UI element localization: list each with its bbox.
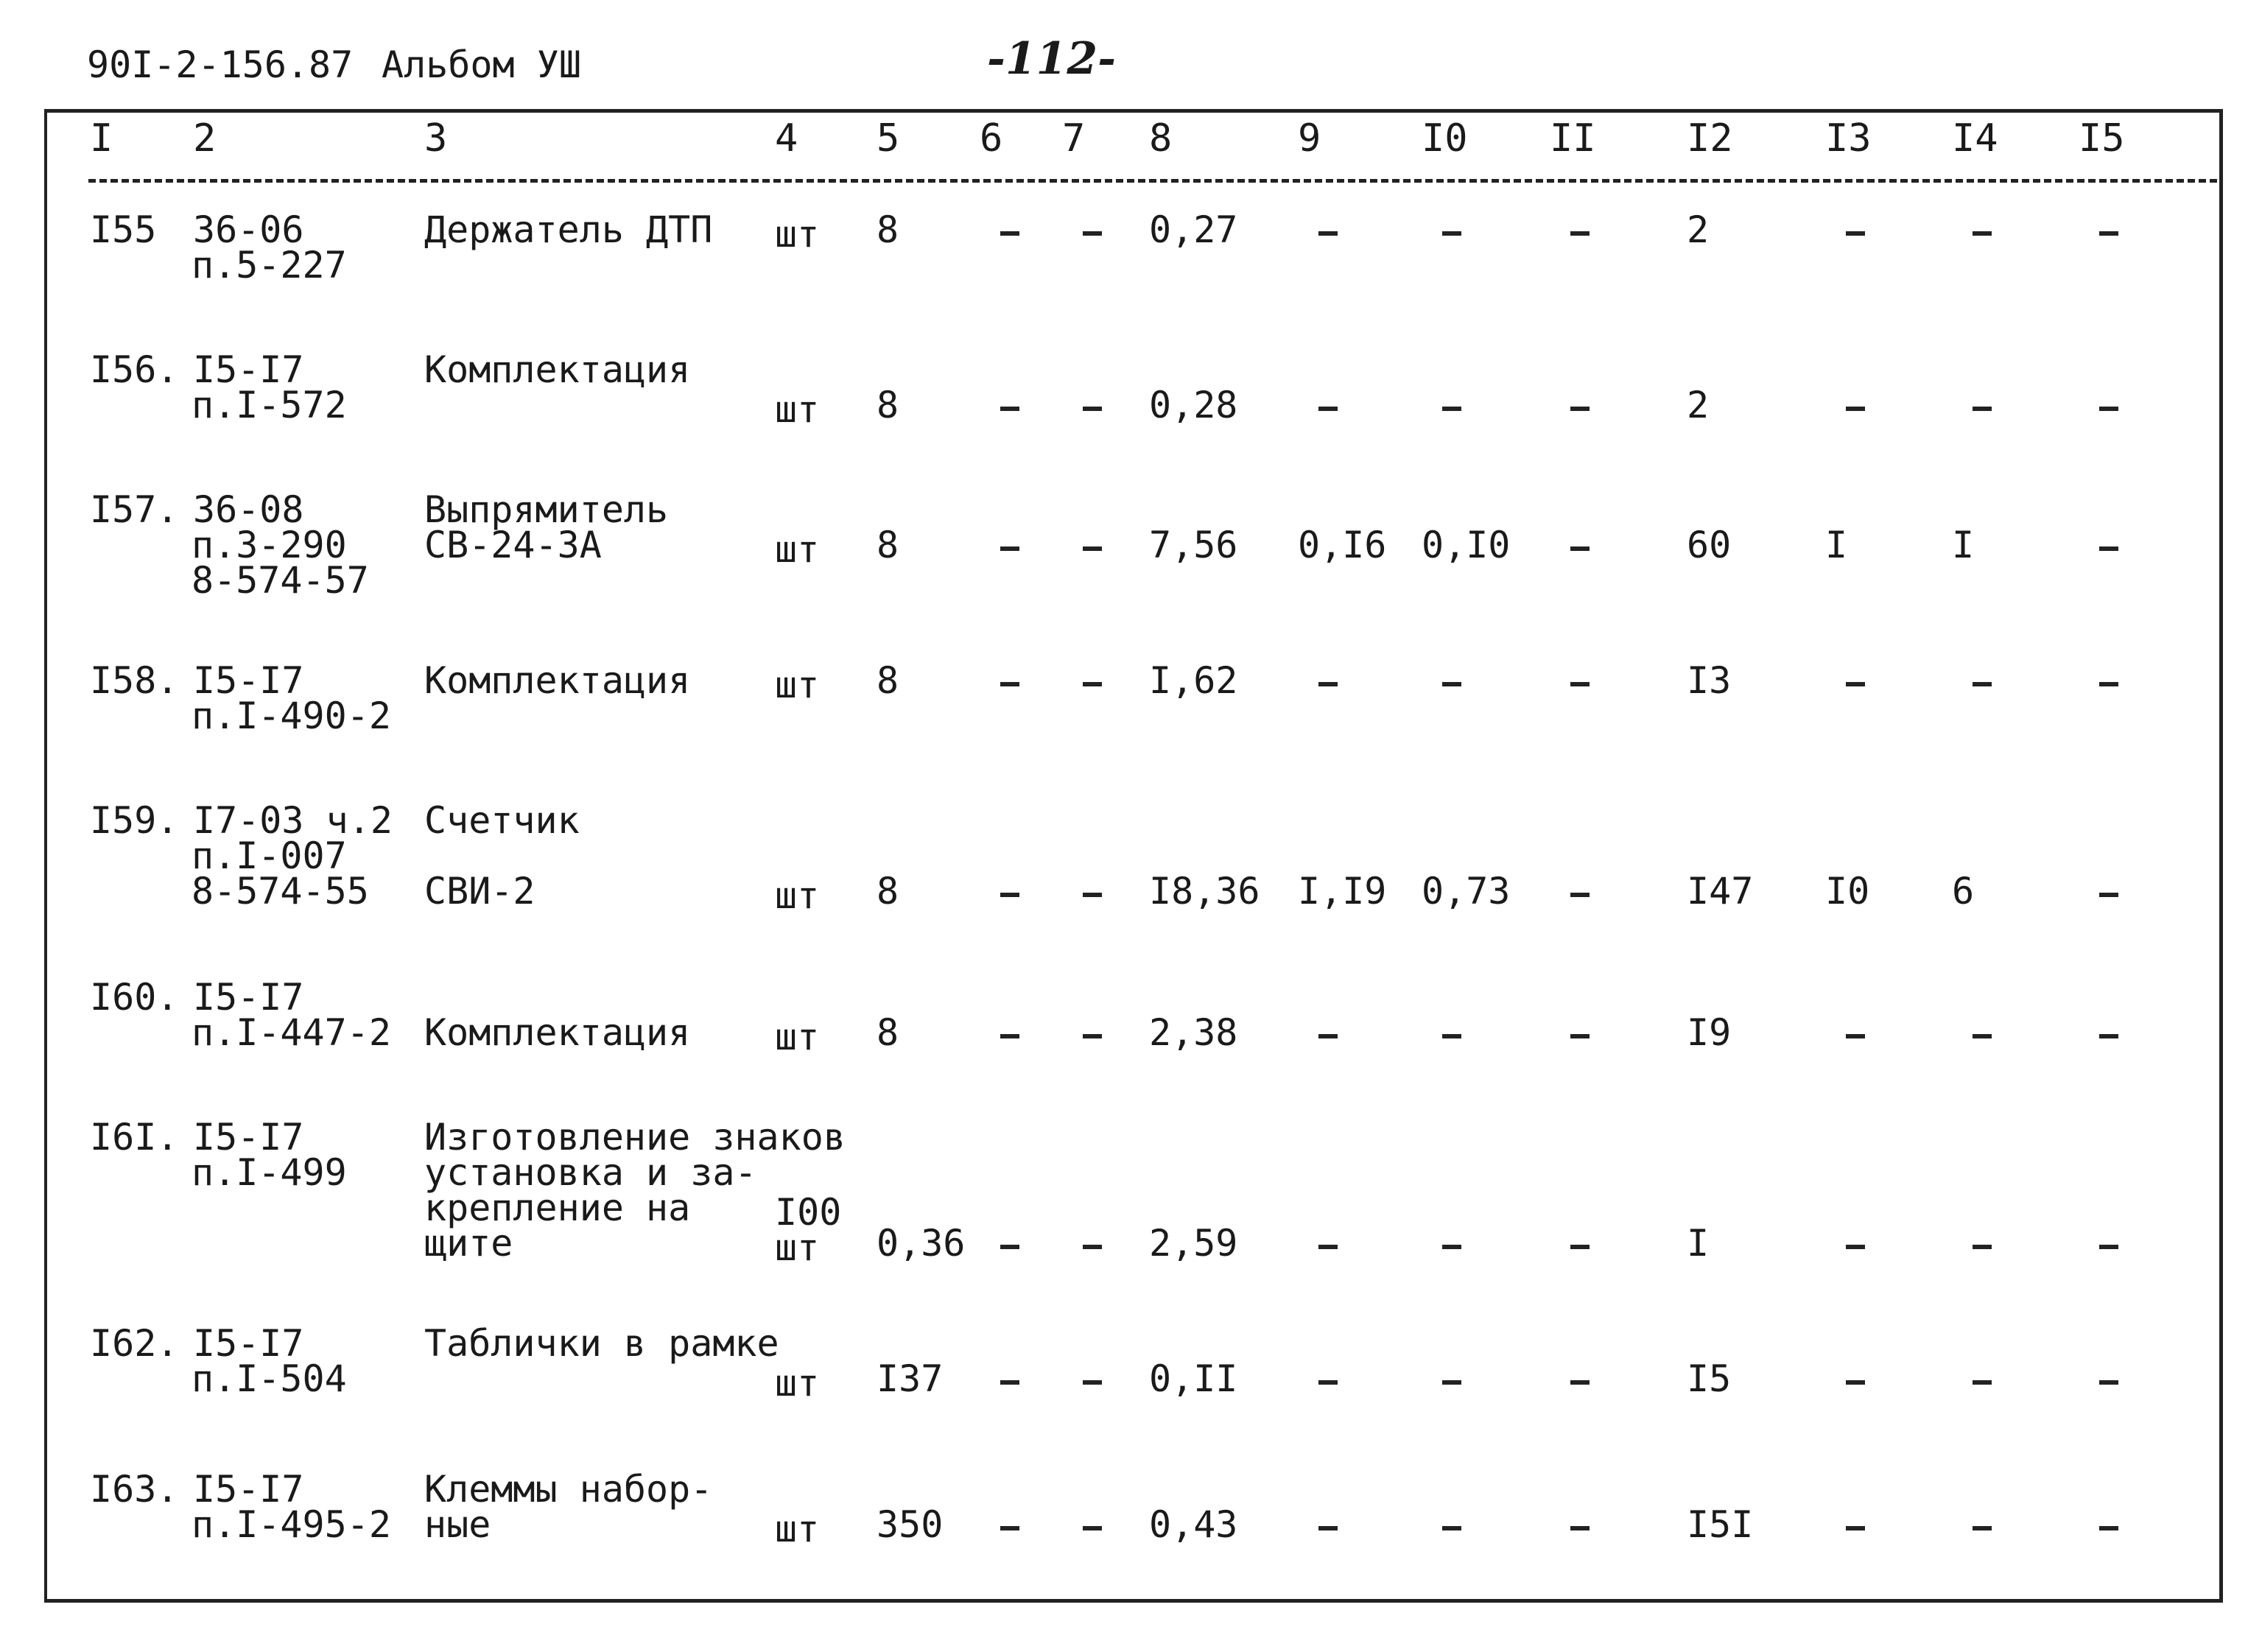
- row-number: I60.: [90, 976, 179, 1019]
- empty-value-dash: [1000, 546, 1019, 551]
- row-value: I: [1687, 1222, 1710, 1265]
- empty-value-dash: [1973, 1034, 1992, 1038]
- row-name: Изготовление знаков: [424, 1116, 846, 1159]
- column-header: 3: [424, 116, 448, 161]
- empty-value-dash: [1000, 893, 1019, 897]
- empty-value-dash: [1570, 1034, 1590, 1038]
- row-value: 0,I6: [1298, 524, 1387, 566]
- empty-value-dash: [1442, 407, 1461, 411]
- empty-value-dash: [2099, 407, 2118, 411]
- row-value: I5: [1687, 1357, 1732, 1400]
- row-value: 0,I0: [1422, 524, 1511, 566]
- empty-value-dash: [1570, 893, 1590, 897]
- empty-value-dash: [1570, 407, 1590, 411]
- column-header: 7: [1062, 116, 1086, 161]
- empty-value-dash: [1083, 1526, 1102, 1530]
- row-value: I5I: [1687, 1503, 1754, 1546]
- row-name: СВИ-2: [424, 870, 535, 913]
- column-header: I: [90, 116, 113, 161]
- row-value: 8: [877, 659, 899, 702]
- row-number: I6I.: [90, 1116, 179, 1159]
- row-value: 0,43: [1149, 1503, 1238, 1546]
- row-unit: шт: [775, 664, 820, 706]
- row-value: 8: [877, 208, 899, 251]
- row-value: I,I9: [1298, 870, 1387, 913]
- column-header: I0: [1422, 116, 1468, 161]
- column-header: I3: [1825, 116, 1872, 161]
- row-reference: I5-I7: [193, 659, 304, 702]
- empty-value-dash: [1973, 231, 1992, 236]
- empty-value-dash: [1846, 407, 1865, 411]
- empty-value-dash: [2099, 546, 2118, 551]
- empty-value-dash: [1318, 1245, 1338, 1249]
- empty-value-dash: [1000, 682, 1019, 686]
- row-value: 60: [1687, 524, 1732, 566]
- row-name: ные: [424, 1503, 491, 1546]
- row-reference: I5-I7: [193, 1468, 304, 1511]
- row-reference: 36-06: [193, 208, 304, 251]
- row-name: крепление на: [424, 1187, 691, 1229]
- column-header: 2: [193, 116, 217, 161]
- empty-value-dash: [1570, 1380, 1590, 1385]
- empty-value-dash: [1318, 682, 1338, 686]
- column-header: I5: [2079, 116, 2125, 161]
- row-name: Комплектация: [424, 1011, 691, 1054]
- empty-value-dash: [1000, 1526, 1019, 1530]
- empty-value-dash: [1570, 1526, 1590, 1530]
- empty-value-dash: [1570, 682, 1590, 686]
- empty-value-dash: [2099, 1380, 2118, 1385]
- row-value: 2,38: [1149, 1011, 1238, 1054]
- row-unit: шт: [775, 528, 820, 571]
- empty-value-dash: [1318, 407, 1338, 411]
- row-name: Выпрямитель: [424, 488, 669, 531]
- row-reference: п.I-447-2: [192, 1011, 391, 1054]
- empty-value-dash: [1442, 1034, 1461, 1038]
- row-value: 6: [1952, 870, 1975, 913]
- row-value: 0,II: [1149, 1357, 1238, 1400]
- row-value: I37: [877, 1357, 944, 1400]
- column-header: 9: [1298, 116, 1321, 161]
- row-value: 0,73: [1422, 870, 1511, 913]
- row-value: 2: [1687, 208, 1710, 251]
- row-value: 8: [877, 384, 899, 426]
- empty-value-dash: [1083, 1034, 1102, 1038]
- row-reference: I5-I7: [193, 348, 304, 391]
- row-reference: 36-08: [193, 488, 304, 531]
- empty-value-dash: [2099, 682, 2118, 686]
- page-number: -112-: [987, 33, 1117, 85]
- album-label: Альбом УШ: [382, 43, 581, 86]
- empty-value-dash: [1318, 1526, 1338, 1530]
- row-reference: п.I-504: [192, 1357, 347, 1400]
- empty-value-dash: [1442, 682, 1461, 686]
- column-header: I2: [1687, 116, 1733, 161]
- empty-value-dash: [1973, 407, 1992, 411]
- column-header: 6: [980, 116, 1003, 161]
- row-number: I57.: [90, 488, 179, 531]
- empty-value-dash: [1846, 682, 1865, 686]
- empty-value-dash: [1570, 1245, 1590, 1249]
- empty-value-dash: [1846, 1034, 1865, 1038]
- empty-value-dash: [1083, 682, 1102, 686]
- row-value: 8: [877, 524, 899, 566]
- header-divider: [88, 179, 2217, 183]
- column-header: 5: [877, 116, 900, 161]
- empty-value-dash: [1846, 1526, 1865, 1530]
- row-value: I47: [1687, 870, 1754, 913]
- empty-value-dash: [1083, 1245, 1102, 1249]
- empty-value-dash: [1318, 1034, 1338, 1038]
- row-value: I8,36: [1149, 870, 1260, 913]
- row-unit: шт: [775, 1508, 820, 1550]
- empty-value-dash: [1973, 1380, 1992, 1385]
- row-value: 2,59: [1149, 1222, 1238, 1265]
- row-reference: п.I-495-2: [192, 1503, 391, 1546]
- empty-value-dash: [1083, 893, 1102, 897]
- row-reference: п.I-007: [192, 834, 347, 877]
- row-value: 8: [877, 1011, 899, 1054]
- row-name: Таблички в рамке: [424, 1322, 779, 1365]
- row-reference: 8-574-57: [192, 559, 369, 602]
- row-reference: I5-I7: [193, 1116, 304, 1159]
- empty-value-dash: [1083, 231, 1102, 236]
- row-number: I56.: [90, 348, 179, 391]
- row-reference: 8-574-55: [192, 870, 369, 913]
- row-name: Комплектация: [424, 659, 691, 702]
- empty-value-dash: [1083, 546, 1102, 551]
- empty-value-dash: [1973, 1526, 1992, 1530]
- empty-value-dash: [1570, 546, 1590, 551]
- row-reference: I5-I7: [193, 976, 304, 1019]
- row-reference: I7-03 ч.2: [193, 799, 393, 842]
- empty-value-dash: [1442, 1245, 1461, 1249]
- row-name: установка и за-: [424, 1151, 757, 1194]
- table-frame: [44, 109, 2223, 1603]
- empty-value-dash: [1000, 231, 1019, 236]
- row-name: Счетчик: [424, 799, 580, 842]
- empty-value-dash: [2099, 1526, 2118, 1530]
- row-value: 350: [877, 1503, 944, 1546]
- empty-value-dash: [1000, 1380, 1019, 1385]
- empty-value-dash: [1442, 231, 1461, 236]
- row-name: СВ-24-3А: [424, 524, 602, 566]
- empty-value-dash: [1846, 1245, 1865, 1249]
- row-value: I: [1952, 524, 1975, 566]
- document-code: 90I-2-156.87: [87, 43, 354, 86]
- empty-value-dash: [1973, 1245, 1992, 1249]
- row-unit: шт: [775, 1362, 820, 1405]
- empty-value-dash: [1973, 682, 1992, 686]
- row-number: I59.: [90, 799, 179, 842]
- row-value: 0,27: [1149, 208, 1238, 251]
- row-number: I62.: [90, 1322, 179, 1365]
- empty-value-dash: [2099, 893, 2118, 897]
- row-reference: п.I-572: [192, 384, 347, 426]
- empty-value-dash: [1442, 1526, 1461, 1530]
- row-reference: п.5-227: [192, 244, 347, 287]
- empty-value-dash: [2099, 1245, 2118, 1249]
- empty-value-dash: [1318, 1380, 1338, 1385]
- empty-value-dash: [1000, 1034, 1019, 1038]
- row-unit: шт: [775, 874, 820, 917]
- row-number: I63.: [90, 1468, 179, 1511]
- column-header: 4: [775, 116, 798, 161]
- column-header: II: [1550, 116, 1596, 161]
- row-unit: шт: [775, 388, 820, 431]
- row-number: I58.: [90, 659, 179, 702]
- empty-value-dash: [1083, 407, 1102, 411]
- empty-value-dash: [1570, 231, 1590, 236]
- row-value: 7,56: [1149, 524, 1238, 566]
- empty-value-dash: [1846, 1380, 1865, 1385]
- row-unit: I00: [775, 1191, 842, 1234]
- row-unit: шт: [775, 213, 820, 256]
- row-value: 0,36: [877, 1222, 966, 1265]
- row-value: I: [1825, 524, 1848, 566]
- row-name: Держатель ДТП: [424, 208, 713, 251]
- empty-value-dash: [1846, 231, 1865, 236]
- empty-value-dash: [1318, 231, 1338, 236]
- empty-value-dash: [2099, 1034, 2118, 1038]
- row-value: 2: [1687, 384, 1710, 426]
- row-value: I9: [1687, 1011, 1732, 1054]
- row-value: I0: [1825, 870, 1870, 913]
- row-value: I,62: [1149, 659, 1238, 702]
- row-name: Комплектация: [424, 348, 691, 391]
- empty-value-dash: [2099, 231, 2118, 236]
- row-value: I3: [1687, 659, 1732, 702]
- row-name: Клеммы набор-: [424, 1468, 713, 1511]
- empty-value-dash: [1000, 407, 1019, 411]
- row-value: 0,28: [1149, 384, 1238, 426]
- row-reference: I5-I7: [193, 1322, 304, 1365]
- row-number: I55: [90, 208, 157, 251]
- column-header: I4: [1952, 116, 1998, 161]
- empty-value-dash: [1083, 1380, 1102, 1385]
- row-unit: шт: [775, 1016, 820, 1058]
- row-reference: п.I-499: [192, 1151, 347, 1194]
- row-unit: шт: [775, 1226, 820, 1269]
- empty-value-dash: [1000, 1245, 1019, 1249]
- row-reference: п.I-490-2: [192, 695, 391, 737]
- row-name: щите: [424, 1222, 513, 1265]
- row-value: 8: [877, 870, 899, 913]
- column-header: 8: [1149, 116, 1173, 161]
- row-reference: п.3-290: [192, 524, 347, 566]
- empty-value-dash: [1442, 1380, 1461, 1385]
